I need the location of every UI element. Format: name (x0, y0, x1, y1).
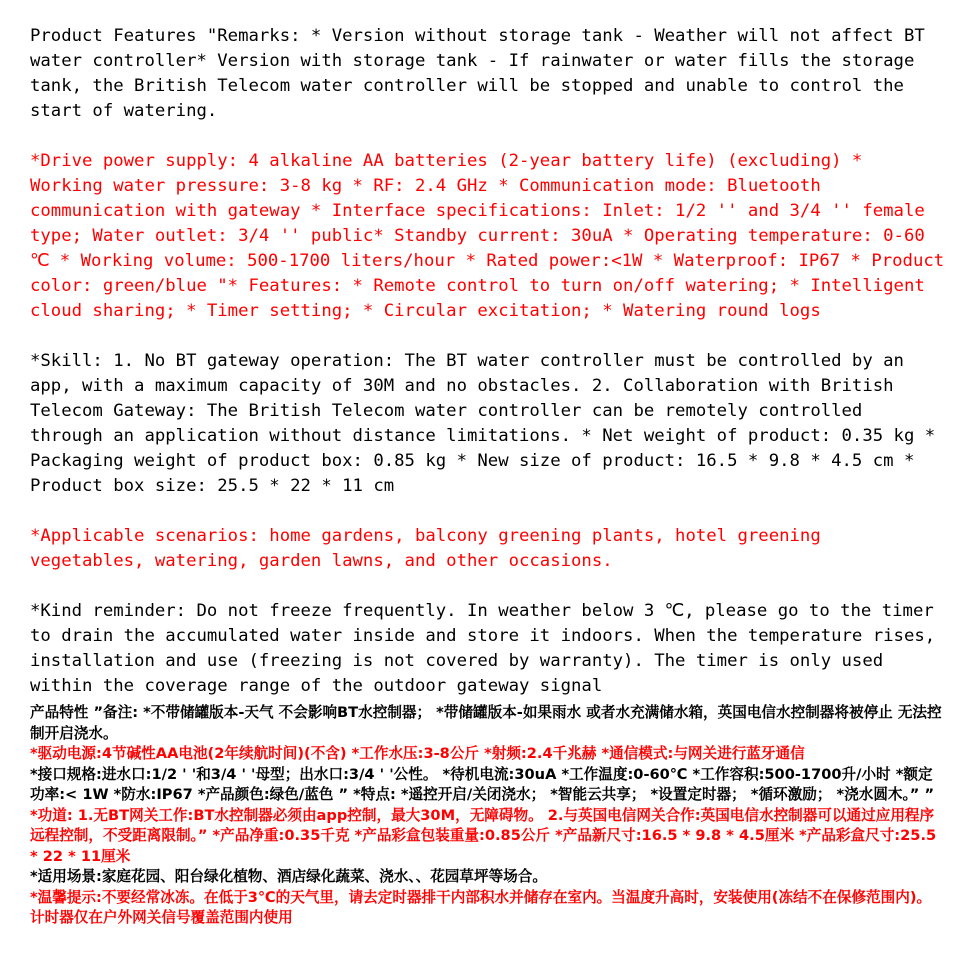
en-specifications: *Drive power supply: 4 alkaline AA batteries (2-year battery life) (excluding) * Working water pressure: 3-8 kg * RF: 2.4 GHz * Communication mode: Bluetooth communication with gateway * Interface specifications: Inlet: 1/2 '' and 3/4 '' female type; Water outlet: 3/4 '' public* Standby current: 30uA * Operating temperature: 0-60 ℃ * Working volume: 500-1700 liters/hour * Rated power:<1W * Waterproof: IP67 * Product color: green/blue "* Features: * Remote control to turn on/off watering; * Intelligent cloud sharing; * Timer setting; * Circular excitation; * Watering round logs (30, 151, 945, 321)
zh-applicable-scenarios: *适用场景:家庭花园、阳台绿化植物、酒店绿化蔬菜、浇水、、花园草坪等场合。 (30, 868, 547, 885)
en-kind-reminder: *Kind reminder: Do not freeze frequently. In weather below 3 ℃, please go to the timer to drain the accumulated water inside and store it indoors. When the temperature rises, installation and use (freezing is not covered by warranty). The timer is only used within the coverage range of the outdoor gateway signal (30, 601, 936, 696)
zh-interface-specs: *接口规格:进水口:1/2 ' '和3/4 ' '母型；出水口:3/4 ' '公性。 *待机电流:30uA *工作温度:0-60℃ *工作容积:500-1700升/小时 *额定功率:< 1W *防水:IP67 *产品颜色:绿色/蓝色 ” *特点: *遥控开启/关闭浇水； *智能云共享； *设置定时器； *循环激励； *浇水圆木。” ” (30, 765, 935, 803)
paragraph-gap (30, 574, 945, 599)
en-skill: *Skill: 1. No BT gateway operation: The BT water controller must be controlled by an app, with a maximum capacity of 30M and no obstacles. 2. Collaboration with British Telecom Gateway: The British Telecom water controller can be remotely controlled through an application without distance limitations. * Net weight of product: 0.35 kg * Packaging weight of product box: 0.85 kg * New size of product: 16.5 * 9.8 * 4.5 cm * Product box size: 25.5 * 22 * 11 cm (30, 351, 936, 496)
paragraph-gap (30, 499, 945, 524)
zh-skill: *功道: 1.无BT网关工作:BT水控制器必须由app控制，最大30M，无障碍物。 2.与英国电信网关合作:英国电信水控制器可以通过应用程序远程控制，不受距离限制。” *产品净重:0.35千克 *产品彩盒包装重量:0.85公斤 *产品新尺寸:16.5 * 9.8 * 4.5厘米 *产品彩盒尺寸:25.5 * 22 * 11厘米 (30, 806, 937, 865)
product-description-document (30, 24, 945, 929)
en-features-remarks: Product Features "Remarks: * Version without storage tank - Weather will not affect BT water controller* Version with storage tank - If rainwater or water fills the storage tank, the British Telecom water controller will be stopped and unable to control the start of watering. (30, 26, 925, 121)
paragraph-gap (30, 124, 945, 149)
zh-features-remarks: 产品特性 ”备注: *不带储罐版本-天气 不会影响BT水控制器； *带储罐版本-如果雨水 或者水充满储水箱，英国电信水控制器将被停止 无法控制开启浇水。 (30, 704, 942, 742)
paragraph-gap (30, 324, 945, 349)
zh-kind-reminder: *温馨提示:不要经常冰冻。在低于3℃的天气里，请去定时器排干内部积水并储存在室内。当温度升高时，安装使用(冻结不在保修范围内)。计时器仅在户外网关信号覆盖范围内使用 (30, 888, 932, 926)
chinese-section (30, 703, 945, 929)
en-applicable-scenarios: *Applicable scenarios: home gardens, balcony greening plants, hotel greening vegetables, watering, garden lawns, and other occasions. (30, 526, 821, 571)
zh-power-specs: *驱动电源:4节碱性AA电池(2年续航时间)(不含) *工作水压:3-8公斤 *射频:2.4千兆赫 *通信模式:与网关进行蓝牙通信 (30, 745, 805, 762)
